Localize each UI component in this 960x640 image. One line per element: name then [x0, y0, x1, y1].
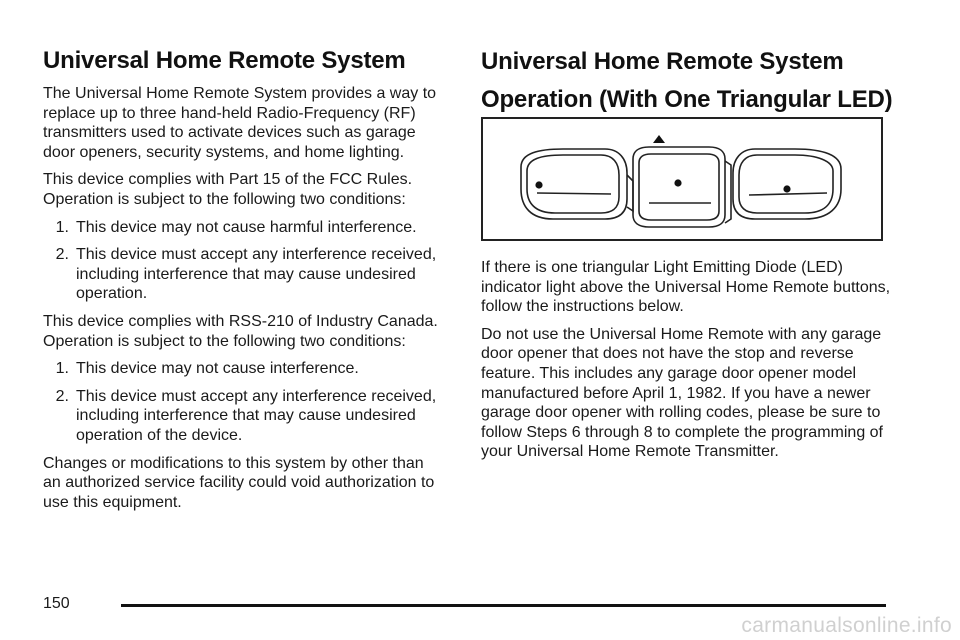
fcc-conditions-list — [43, 218, 443, 304]
remote-button-3-icon — [733, 149, 841, 219]
changes-paragraph: Changes or modifications to this system by other than an authorized service facility could void authorization to use this equipment. — [43, 454, 435, 511]
list-item — [43, 359, 443, 379]
led-paragraph: If there is one triangular Light Emitting Diode (LED) indicator light above the Universal Home Remote buttons, follow the instructions below. — [481, 259, 891, 316]
right-body — [481, 258, 901, 470]
list-text: This device must accept any interference received, including interference that may cause undesired operation of the device. — [76, 387, 437, 444]
list-number: 1. — [55, 360, 69, 378]
remote-button-1-icon — [521, 149, 633, 219]
fcc-paragraph: This device complies with Part 15 of the FCC Rules. Operation is subject to the following two conditions: — [43, 171, 413, 208]
warning-paragraph: Do not use the Universal Home Remote with any garage door opener that does not have the stop and reverse feature. This includes any garage door opener model manufactured before April 1, 1982. If you have a newer garage door opener with rolling codes, please be sure to follow Steps 6 through 8 to complete the programming of your Universal Home Remote Transmitter. — [481, 325, 883, 461]
watermark: carmanualsonline.info — [741, 614, 952, 637]
list-text: This device may not cause interference. — [76, 360, 359, 378]
operation-title-line1: Universal Home Remote System — [481, 48, 844, 75]
list-item — [43, 387, 443, 446]
list-number: 2. — [55, 387, 69, 405]
canada-paragraph: This device complies with RSS-210 of Industry Canada. Operation is subject to the following two conditions: — [43, 312, 438, 350]
canada-conditions-list — [43, 359, 443, 445]
triangular-led-icon — [653, 135, 665, 143]
remote-buttons-illustration — [481, 117, 883, 241]
list-text: This device may not cause harmful interference. — [76, 218, 417, 236]
remote-button-2-icon — [633, 147, 731, 227]
operation-title — [481, 43, 892, 119]
list-number: 1. — [55, 218, 69, 236]
section-title: Universal Home Remote System — [43, 47, 406, 74]
operation-title-line2: Operation (With One Triangular LED) — [481, 86, 893, 113]
left-body — [43, 84, 443, 520]
list-number: 2. — [55, 246, 69, 264]
remote-buttons-svg — [483, 119, 881, 239]
list-item — [43, 245, 443, 304]
page-number: 150 — [43, 595, 70, 612]
intro-paragraph: The Universal Home Remote System provides a way to replace up to three hand-held Radio-Frequency (RF) transmitters used to activate devices such as garage door openers, security systems, and home lighting. — [43, 85, 437, 161]
list-text: This device must accept any interference received, including interference that may cause undesired operation. — [76, 246, 437, 303]
footer-rule — [121, 604, 886, 607]
list-item — [43, 218, 443, 238]
